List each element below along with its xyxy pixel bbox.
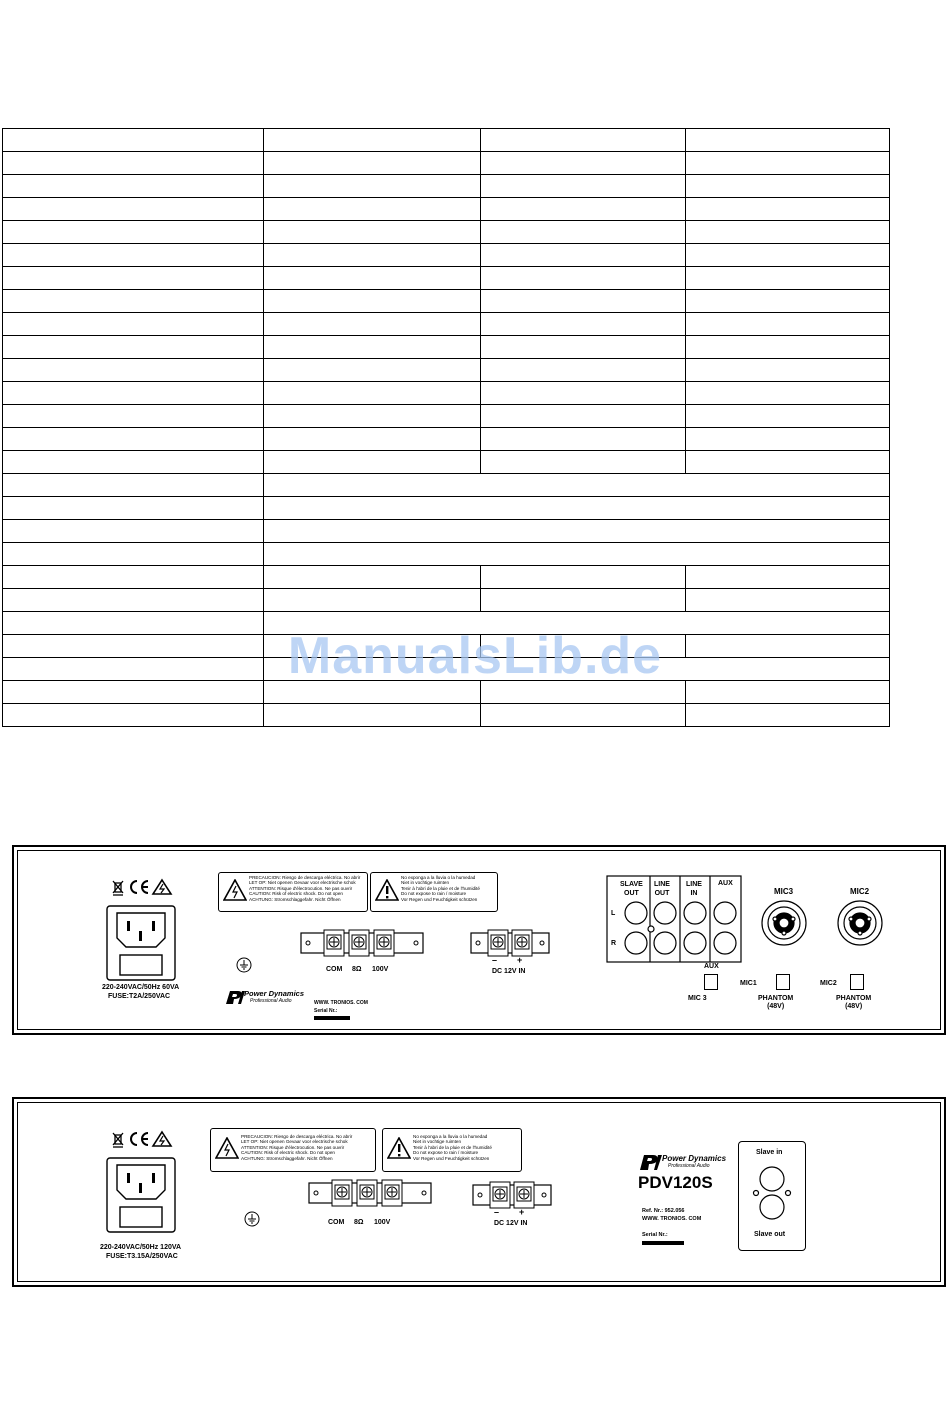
table-cell [264, 704, 481, 727]
exclamation-warning-icon [387, 1137, 411, 1159]
mic3-label: MIC3 [774, 887, 794, 896]
table-cell [264, 635, 481, 658]
table-cell [686, 405, 890, 428]
brand-name: Power Dynamics [662, 1154, 727, 1163]
table-cell [264, 451, 481, 474]
table-cell [686, 589, 890, 612]
table-cell [686, 382, 890, 405]
table-row [3, 313, 890, 336]
table-cell [481, 589, 686, 612]
table-row [3, 589, 890, 612]
dc-label: DC 12V IN [492, 968, 526, 975]
table-cell [481, 267, 686, 290]
website: WWW. TRONIOS. COM [314, 1000, 368, 1006]
table-cell [3, 313, 264, 336]
table-cell [3, 129, 264, 152]
power-rating: 220-240VAC/50Hz 60VA [102, 984, 180, 991]
speaker-terminal [308, 1179, 432, 1209]
table-row [3, 658, 890, 681]
mic2-combo-jack [836, 899, 884, 947]
table-cell [481, 382, 686, 405]
table-row [3, 405, 890, 428]
certification-icons [110, 1129, 174, 1149]
table-row [3, 221, 890, 244]
jack-label-aux: AUX [718, 880, 733, 887]
table-cell [264, 543, 890, 566]
brand-subtitle: Professional Audio [668, 1163, 710, 1169]
table-cell [264, 336, 481, 359]
serial-bar [642, 1241, 684, 1245]
table-cell [481, 359, 686, 382]
terminal-label-100v: 100V [372, 966, 389, 973]
jack-label-slave-out: SLAVE OUT [620, 881, 643, 897]
serial-bar [314, 1016, 350, 1020]
power-dynamics-logo-icon [638, 1153, 664, 1171]
mic3-combo-jack [760, 899, 808, 947]
terminal-label-com: COM [326, 966, 343, 973]
table-cell [3, 612, 264, 635]
table-cell [686, 290, 890, 313]
aux-switch-label: AUX [704, 963, 719, 970]
table-cell [481, 704, 686, 727]
table-cell [3, 635, 264, 658]
mic2-phantom-switch[interactable] [850, 974, 864, 990]
fuse-rating: FUSE:T2A/250VAC [108, 993, 171, 1000]
table-cell [3, 474, 264, 497]
table-cell [3, 405, 264, 428]
table-cell [686, 175, 890, 198]
table-row [3, 244, 890, 267]
table-row [3, 612, 890, 635]
table-cell [686, 428, 890, 451]
table-row [3, 175, 890, 198]
table-cell [264, 382, 481, 405]
speaker-terminal [300, 929, 424, 959]
brand-logo [224, 989, 324, 1007]
table-cell [481, 428, 686, 451]
table-row [3, 198, 890, 221]
jack-label-r: R [611, 940, 617, 947]
power-dynamics-logo-icon [224, 989, 246, 1005]
dc-label: DC 12V IN [494, 1220, 528, 1227]
table-cell [481, 129, 686, 152]
table-cell [3, 336, 264, 359]
dc-minus: – [492, 955, 498, 965]
dc-plus: + [519, 1207, 525, 1217]
table-cell [3, 221, 264, 244]
table-cell [3, 198, 264, 221]
brand-subtitle: Professional Audio [250, 998, 292, 1004]
table-row [3, 520, 890, 543]
table-row [3, 704, 890, 727]
table-cell [686, 129, 890, 152]
table-cell [264, 520, 890, 543]
table-cell [481, 405, 686, 428]
table-cell [264, 152, 481, 175]
phantom2-label: PHANTOM (48V) [836, 995, 872, 1010]
table-cell [481, 221, 686, 244]
table-row [3, 451, 890, 474]
serial-label: Serial Nr.: [642, 1232, 668, 1238]
terminal-label-com: COM [328, 1219, 345, 1226]
table-cell [264, 612, 890, 635]
table-cell [3, 359, 264, 382]
table-cell [264, 497, 890, 520]
warning-shock [218, 872, 368, 912]
warning-shock [210, 1128, 376, 1172]
table-cell [3, 681, 264, 704]
mic2-switch-label: MIC2 [820, 980, 837, 987]
table-cell [264, 474, 890, 497]
table-cell [3, 658, 264, 681]
table-cell [686, 267, 890, 290]
table-cell [264, 428, 481, 451]
table-cell [3, 267, 264, 290]
table-row [3, 359, 890, 382]
table-cell [686, 681, 890, 704]
mic1-switch-label: MIC1 [740, 980, 757, 987]
table-cell [264, 244, 481, 267]
certification-icons [110, 877, 174, 897]
dc-minus: – [494, 1207, 500, 1217]
table-cell [264, 290, 481, 313]
warning-moisture-text: No exponga a la lluvia o la humedad Niet in vochtige ruimten Tenir à l'abri de la pluie et de l'humidité Do not expose to rain / moisture Vor Regen und Feuchtigkeit schützen [413, 1134, 492, 1161]
dc-plus: + [517, 955, 523, 965]
terminal-label-100v: 100V [374, 1219, 391, 1226]
aux-mic3-switch[interactable] [704, 974, 718, 990]
table-cell [3, 152, 264, 175]
table-cell [481, 681, 686, 704]
table-cell [264, 681, 481, 704]
table-row [3, 428, 890, 451]
table-cell [3, 175, 264, 198]
table-cell [481, 566, 686, 589]
model-name: PDV120S [638, 1173, 713, 1192]
table-cell [3, 451, 264, 474]
terminal-label-8ohm: 8Ω [352, 966, 362, 973]
fuse-rating: FUSE:T3.15A/250VAC [106, 1253, 178, 1260]
warning-moisture [370, 872, 498, 912]
table-cell [686, 198, 890, 221]
table-cell [3, 244, 264, 267]
table-cell [481, 313, 686, 336]
table-cell [686, 336, 890, 359]
rear-panel-slave [12, 1097, 946, 1287]
table-cell [264, 313, 481, 336]
ref-number: Ref. Nr.: 952.056 [642, 1208, 685, 1214]
table-row [3, 336, 890, 359]
table-cell [264, 405, 481, 428]
rear-panel-amplifier [12, 845, 946, 1035]
table-row [3, 474, 890, 497]
table-row [3, 129, 890, 152]
power-rating: 220-240VAC/50Hz 120VA [100, 1244, 182, 1251]
slave-link-jacks [750, 1163, 794, 1223]
table-cell [3, 428, 264, 451]
iec-power-inlet [106, 905, 176, 981]
table-cell [3, 704, 264, 727]
jack-label-line-in: LINE IN [686, 881, 702, 897]
table-cell [264, 658, 890, 681]
table-row [3, 566, 890, 589]
dc-terminal [470, 929, 550, 959]
table-row [3, 635, 890, 658]
table-cell [686, 313, 890, 336]
table-row [3, 543, 890, 566]
table-row [3, 290, 890, 313]
mic1-phantom-switch[interactable] [776, 974, 790, 990]
table-cell [686, 244, 890, 267]
table-cell [3, 497, 264, 520]
table-row [3, 382, 890, 405]
table-cell [686, 635, 890, 658]
table-cell [481, 635, 686, 658]
table-cell [264, 359, 481, 382]
table-cell [264, 175, 481, 198]
serial-label: Serial Nr.: [314, 1008, 338, 1014]
table-cell [686, 359, 890, 382]
table-row [3, 681, 890, 704]
exclamation-warning-icon [375, 879, 399, 901]
table-row [3, 152, 890, 175]
table-cell [264, 198, 481, 221]
table-cell [3, 290, 264, 313]
table-cell [3, 566, 264, 589]
table-cell [686, 221, 890, 244]
ground-icon [236, 957, 252, 973]
table-cell [686, 152, 890, 175]
table-cell [686, 451, 890, 474]
table-row [3, 267, 890, 290]
mic3-switch-label: MIC 3 [688, 995, 707, 1002]
table-cell [3, 382, 264, 405]
table-row [3, 497, 890, 520]
warning-moisture-text: No exponga a la lluvia o la humedad Niet in vochtige ruimten Tenir à l'abri de la pluie et de l'humidité Do not expose to rain / moisture Vor Regen und Feuchtigkeit schützen [401, 875, 480, 902]
table-cell [481, 175, 686, 198]
table-cell [264, 566, 481, 589]
table-cell [481, 451, 686, 474]
table-cell [481, 152, 686, 175]
dc-terminal [472, 1181, 552, 1211]
mic2-label: MIC2 [850, 887, 870, 896]
table-cell [686, 704, 890, 727]
shock-warning-icon [215, 1137, 239, 1159]
table-cell [3, 589, 264, 612]
shock-warning-icon [223, 879, 247, 901]
table-cell [481, 244, 686, 267]
table-cell [481, 290, 686, 313]
watermark: ManualsLib.de [287, 627, 663, 685]
terminal-label-8ohm: 8Ω [354, 1219, 364, 1226]
table-cell [686, 566, 890, 589]
warning-shock-text: PRECAUCION: Riesgo de descarga eléctrica. No abrir LET OP: Niet openen Gevaar voor electrische schok ATTENTION: Risque d'électrocution. Ne pas ouvrir CAUTION: Risk of electric shock. Do not open ACHTUNG: Stromschlaggefahr. Nicht Öffnen [249, 875, 361, 902]
table-cell [481, 336, 686, 359]
table-cell [264, 267, 481, 290]
table-cell [481, 198, 686, 221]
slave-out-label: Slave out [754, 1231, 786, 1238]
warning-moisture [382, 1128, 522, 1172]
phantom1-label: PHANTOM (48V) [758, 995, 794, 1010]
brand-name: Power Dynamics [244, 989, 305, 998]
jack-label-line-out: LINE OUT [654, 881, 670, 897]
jack-label-l: L [611, 910, 616, 917]
table-cell [264, 221, 481, 244]
ground-icon [244, 1211, 260, 1227]
slave-in-label: Slave in [756, 1149, 783, 1156]
iec-power-inlet [106, 1157, 176, 1233]
table-cell [264, 129, 481, 152]
warning-shock-text: PRECAUCION: Riesgo de descarga eléctrica. No abrir LET OP: Niet openen Gevaar voor electrische schok ATTENTION: Risque d'électrocution. Ne pas ouvrir CAUTION: Risk of electric shock. Do not open ACHTUNG: Stromschlaggefahr. Nicht Öffnen [241, 1134, 353, 1161]
table-cell [3, 520, 264, 543]
website: WWW. TRONIOS. COM [642, 1216, 702, 1222]
spec-table [2, 128, 890, 727]
table-cell [264, 589, 481, 612]
table-cell [3, 543, 264, 566]
